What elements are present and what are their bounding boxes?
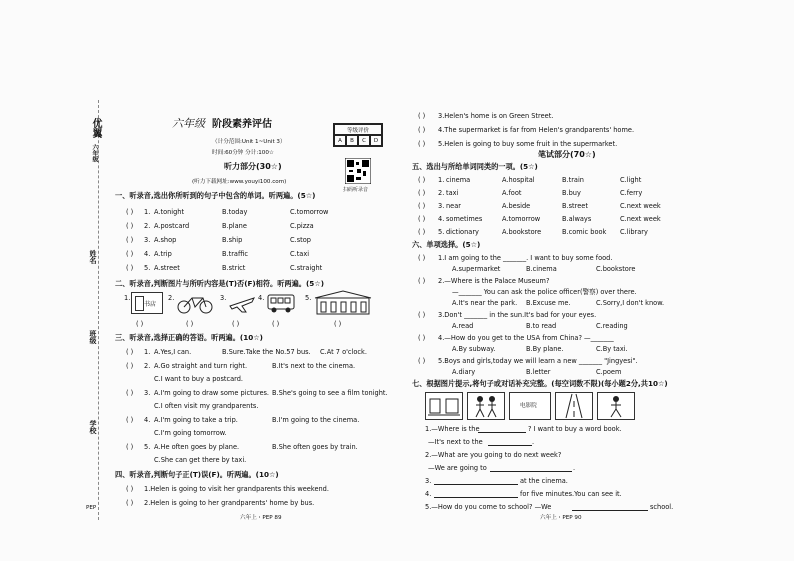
s2-blank-2[interactable]: ( ) xyxy=(186,320,194,328)
side-subject: 六年级 xyxy=(91,144,98,162)
option-a: A.trip xyxy=(154,250,172,258)
people-walking-icon xyxy=(468,393,504,419)
answer-blank[interactable]: ( ) xyxy=(418,176,426,184)
item-num: 4. xyxy=(144,250,151,258)
option-c: C.Sorry,I don't know. xyxy=(596,299,665,307)
question-text: 3.Don't _______ in the sun.It's bad for your eyes. xyxy=(438,311,597,319)
option-c: C.She can get there by taxi. xyxy=(154,456,247,464)
grade-d: D xyxy=(370,135,382,146)
s2-blank-3[interactable]: ( ) xyxy=(232,320,240,328)
bus-icon xyxy=(266,292,296,314)
s7-line-7a: 5.—How do you come to school? —We xyxy=(425,503,552,511)
item-num: 4. xyxy=(438,215,445,223)
given-word: near xyxy=(446,202,461,210)
option-b: B.street xyxy=(562,202,588,210)
title-handwritten: 六年级 xyxy=(172,117,205,130)
bicycle-icon xyxy=(176,292,214,314)
option-b: B.letter xyxy=(526,368,551,376)
option-c: C.I often visit my grandparents. xyxy=(154,402,259,410)
answer-blank[interactable]: ( ) xyxy=(126,236,134,244)
answer-line[interactable] xyxy=(572,510,648,511)
s2-blank-4[interactable]: ( ) xyxy=(272,320,280,328)
answer-blank[interactable]: ( ) xyxy=(418,126,426,134)
side-school-label: 学校 xyxy=(89,420,97,434)
option-b: B.to read xyxy=(526,322,557,330)
question-text: 4.—How do you get to the USA from China? —_______ xyxy=(438,334,614,342)
s7-line-5a: 3. xyxy=(425,477,432,485)
option-c: C.At 7 o'clock. xyxy=(320,348,367,356)
answer-blank[interactable]: ( ) xyxy=(126,222,134,230)
answer-blank[interactable]: ( ) xyxy=(126,499,134,507)
option-c: C.light xyxy=(620,176,642,184)
option-b: B.I'm going to the cinema. xyxy=(272,416,360,424)
answer-blank[interactable]: ( ) xyxy=(126,485,134,493)
s7-line-7b: school. xyxy=(650,503,674,511)
answer-blank[interactable]: ( ) xyxy=(418,202,426,210)
option-a: A.foot xyxy=(502,189,522,197)
brand-logo: 优翼 xyxy=(90,118,101,138)
side-pep: PEP xyxy=(86,505,97,511)
item-num: 3. xyxy=(438,202,445,210)
s7-line-4a: —We are going to xyxy=(428,464,487,472)
option-b: B.strict xyxy=(222,264,246,272)
s7-line-2b: . xyxy=(532,438,535,446)
s7-picture-5 xyxy=(597,392,635,420)
s2-num-1: 1. xyxy=(124,294,131,302)
question-text: 5.Boys and girls,today we will learn a new _______ "Jingyesi". xyxy=(438,357,638,365)
grade-a: A xyxy=(334,135,346,146)
building-icon xyxy=(313,290,373,316)
option-c: C.next week xyxy=(620,215,661,223)
s4-statement: 2.Helen is going to her grandparents' home by bus. xyxy=(144,499,315,507)
s7-line-6b: for five minutes.You can see it. xyxy=(520,490,622,498)
s7-line-5b: at the cinema. xyxy=(520,477,568,485)
option-c: C.next week xyxy=(620,202,661,210)
option-a: A.tonight xyxy=(154,208,185,216)
option-a: A.I'm going to draw some pictures. xyxy=(154,389,270,397)
option-b: B.It's next to the cinema. xyxy=(272,362,356,370)
answer-blank[interactable]: ( ) xyxy=(126,264,134,272)
side-class-label: 班级 xyxy=(89,330,97,344)
option-b: B.Sure.Take the No.57 bus. xyxy=(222,348,311,356)
answer-blank[interactable]: ( ) xyxy=(418,228,426,236)
s7-picture-2 xyxy=(467,392,505,420)
option-b: B.She often goes by train. xyxy=(272,443,358,451)
time-score: 时间:60分钟 分计:100☆ xyxy=(212,150,274,156)
question-text: 2.—Where is the Palace Museum? xyxy=(438,277,550,285)
s4-heading: 四、听录音,判断句子正(T)误(F)。听两遍。(10☆) xyxy=(115,470,279,479)
answer-blank[interactable]: ( ) xyxy=(126,443,134,451)
answer-line[interactable] xyxy=(490,471,572,472)
s2-num-5: 5. xyxy=(305,294,312,302)
item-num: 2. xyxy=(144,222,151,230)
binding-line xyxy=(98,100,99,520)
s6-heading: 六、单项选择。(5☆) xyxy=(412,240,481,249)
s7-line-1a: 1.—Where is the xyxy=(425,425,480,433)
answer-blank[interactable]: ( ) xyxy=(418,357,426,365)
s2-blank-1[interactable]: ( ) xyxy=(136,320,144,328)
option-c: C.I'm going tomorrow. xyxy=(154,429,227,437)
option-a: A.hospital xyxy=(502,176,535,184)
option-a: A.tomorrow xyxy=(502,215,541,223)
option-a: A.bookstore xyxy=(502,228,542,236)
s5-heading: 五、选出与所给单词同类的一项。(5☆) xyxy=(412,162,538,171)
s2-num-3: 3. xyxy=(220,294,227,302)
option-b: B.always xyxy=(562,215,592,223)
answer-line[interactable] xyxy=(478,432,526,433)
option-a: A.street xyxy=(154,264,180,272)
item-num: 3. xyxy=(144,236,151,244)
item-num: 2. xyxy=(438,189,445,197)
scope: （计分范围:Unit 1~Unit 3） xyxy=(212,139,286,145)
page-title: 阶段素养评估 xyxy=(212,119,272,130)
grade-table xyxy=(333,123,383,147)
answer-line[interactable] xyxy=(434,484,518,485)
footer-left: 六年上・PEP 89 xyxy=(240,515,282,521)
road-straight-icon xyxy=(556,393,592,419)
option-a: A.shop xyxy=(154,236,177,244)
given-word: dictionary xyxy=(446,228,479,236)
s4-statement: 4.The supermarket is far from Helen's grandparents' home. xyxy=(438,126,635,134)
option-b: B.cinema xyxy=(526,265,557,273)
written-title: 笔试部分(70☆) xyxy=(538,150,596,159)
option-c: C.bookstore xyxy=(596,265,636,273)
s2-num-2: 2. xyxy=(168,294,175,302)
option-c: C.reading xyxy=(596,322,628,330)
item-num: 2. xyxy=(144,362,151,370)
option-c: C.I want to buy a postcard. xyxy=(154,375,244,383)
s4-statement: 5.Helen is going to buy some fruit in the supermarket. xyxy=(438,140,618,148)
item-num: 5. xyxy=(144,264,151,272)
bookstore-sign: 书店 xyxy=(144,301,157,308)
item-num: 5. xyxy=(438,228,445,236)
option-a: A.Yes,I can. xyxy=(154,348,192,356)
option-b: B.By plane. xyxy=(526,345,564,353)
option-a: A.I'm going to take a trip. xyxy=(154,416,238,424)
answer-line[interactable] xyxy=(434,497,518,498)
s1-heading: 一、听录音,选出你所听到的句子中包含的单词。听两遍。(5☆) xyxy=(115,191,316,200)
option-c: C.stop xyxy=(290,236,311,244)
footer-right: 六年上・PEP 90 xyxy=(540,515,582,521)
s7-line-6a: 4. xyxy=(425,490,432,498)
option-b: B.Excuse me. xyxy=(526,299,571,307)
answer-blank[interactable]: ( ) xyxy=(126,362,134,370)
item-num: 1. xyxy=(438,176,445,184)
s7-heading: 七、根据图片提示,将句子或对话补充完整。(每空词数不限)(每小题2分,共10☆) xyxy=(412,379,668,388)
given-word: cinema xyxy=(446,176,471,184)
answer-blank[interactable]: ( ) xyxy=(418,254,426,262)
plane-icon xyxy=(228,292,256,314)
option-b: B.train xyxy=(562,176,584,184)
side-name-label: 姓名 xyxy=(89,250,97,264)
option-a: A.diary xyxy=(452,368,476,376)
answer-blank[interactable]: ( ) xyxy=(418,334,426,342)
option-c: C.poem xyxy=(596,368,622,376)
s2-num-4: 4. xyxy=(258,294,265,302)
s7-line-2a: —It's next to the xyxy=(428,438,483,446)
s7-picture-4 xyxy=(555,392,593,420)
given-word: sometimes xyxy=(446,215,483,223)
answer-line[interactable] xyxy=(488,445,532,446)
s7-picture-3 xyxy=(509,392,551,420)
question-text: 1.I am going to the _______. I want to buy some food. xyxy=(438,254,613,262)
answer-blank[interactable]: ( ) xyxy=(126,250,134,258)
option-c: C.tomorrow xyxy=(290,208,329,216)
item-num: 1. xyxy=(144,348,151,356)
option-c: C.taxi xyxy=(290,250,310,258)
s2-blank-5[interactable]: ( ) xyxy=(334,320,342,328)
option-b: B.traffic xyxy=(222,250,248,258)
option-c: C.pizza xyxy=(290,222,314,230)
option-c: C.straight xyxy=(290,264,323,272)
s7-picture-1 xyxy=(425,392,463,420)
option-a: A.He often goes by plane. xyxy=(154,443,240,451)
given-word: taxi xyxy=(446,189,459,197)
answer-blank[interactable]: ( ) xyxy=(418,189,426,197)
s2-heading: 二、听录音,判断图片与所听内容是(T)否(F)相符。听两遍。(5☆) xyxy=(115,279,325,288)
answer-blank[interactable]: ( ) xyxy=(126,389,134,397)
item-num: 1. xyxy=(144,208,151,216)
item-num: 3. xyxy=(144,389,151,397)
s4-statement: 1.Helen is going to visit her grandparents this weekend. xyxy=(144,485,329,493)
option-b: B.comic book xyxy=(562,228,607,236)
option-a: A.beside xyxy=(502,202,531,210)
s7-line-4b: . xyxy=(573,464,576,472)
s3-heading: 三、听录音,选择正确的答语。听两遍。(10☆) xyxy=(115,333,263,342)
s7-line-1b: ? I want to buy a word book. xyxy=(528,425,622,433)
item-num: 4. xyxy=(144,416,151,424)
cinema-sign: 电影院 xyxy=(520,403,537,409)
answer-blank[interactable]: ( ) xyxy=(418,215,426,223)
option-b: B.today xyxy=(222,208,248,216)
bookstore-picture xyxy=(131,292,163,314)
option-a: A.Go straight and turn right. xyxy=(154,362,248,370)
grade-b: B xyxy=(346,135,358,146)
qr-label: 扫码听录音 xyxy=(343,187,369,193)
option-b: B.buy xyxy=(562,189,581,197)
option-b: B.She's going to see a film tonight. xyxy=(272,389,388,397)
answer-blank[interactable]: ( ) xyxy=(418,311,426,319)
question-text-2: —_______ You can ask the police officer(警察) over there. xyxy=(452,288,637,296)
answer-blank[interactable]: ( ) xyxy=(418,140,426,148)
bookstore-map-icon xyxy=(426,393,462,419)
qr-code-icon[interactable] xyxy=(345,158,371,184)
option-a: A.It's near the park. xyxy=(452,299,518,307)
option-a: A.supermarket xyxy=(452,265,501,273)
answer-blank[interactable]: ( ) xyxy=(126,348,134,356)
item-num: 5. xyxy=(144,443,151,451)
option-a: A.postcard xyxy=(154,222,190,230)
option-b: B.ship xyxy=(222,236,243,244)
answer-blank[interactable]: ( ) xyxy=(126,416,134,424)
s7-line-3a: 2.—What are you going to do next week? xyxy=(425,451,562,459)
option-c: C.By taxi. xyxy=(596,345,628,353)
option-a: A.read xyxy=(452,322,474,330)
option-c: C.ferry xyxy=(620,189,643,197)
grade-c: C xyxy=(358,135,370,146)
option-c: C.library xyxy=(620,228,648,236)
option-b: B.plane xyxy=(222,222,247,230)
option-a: A.By subway. xyxy=(452,345,496,353)
s4-statement: 3.Helen's home is on Green Street. xyxy=(438,112,554,120)
grade-label: 等级评价 xyxy=(334,124,382,135)
listening-site: (听力下载网址:www.youyi100.com) xyxy=(192,179,287,185)
answer-blank[interactable]: ( ) xyxy=(418,112,426,120)
listening-title: 听力部分(30☆) xyxy=(224,162,282,171)
answer-blank[interactable]: ( ) xyxy=(418,277,426,285)
book-icon xyxy=(135,296,144,311)
answer-blank[interactable]: ( ) xyxy=(126,208,134,216)
walking-person-icon xyxy=(598,393,634,419)
